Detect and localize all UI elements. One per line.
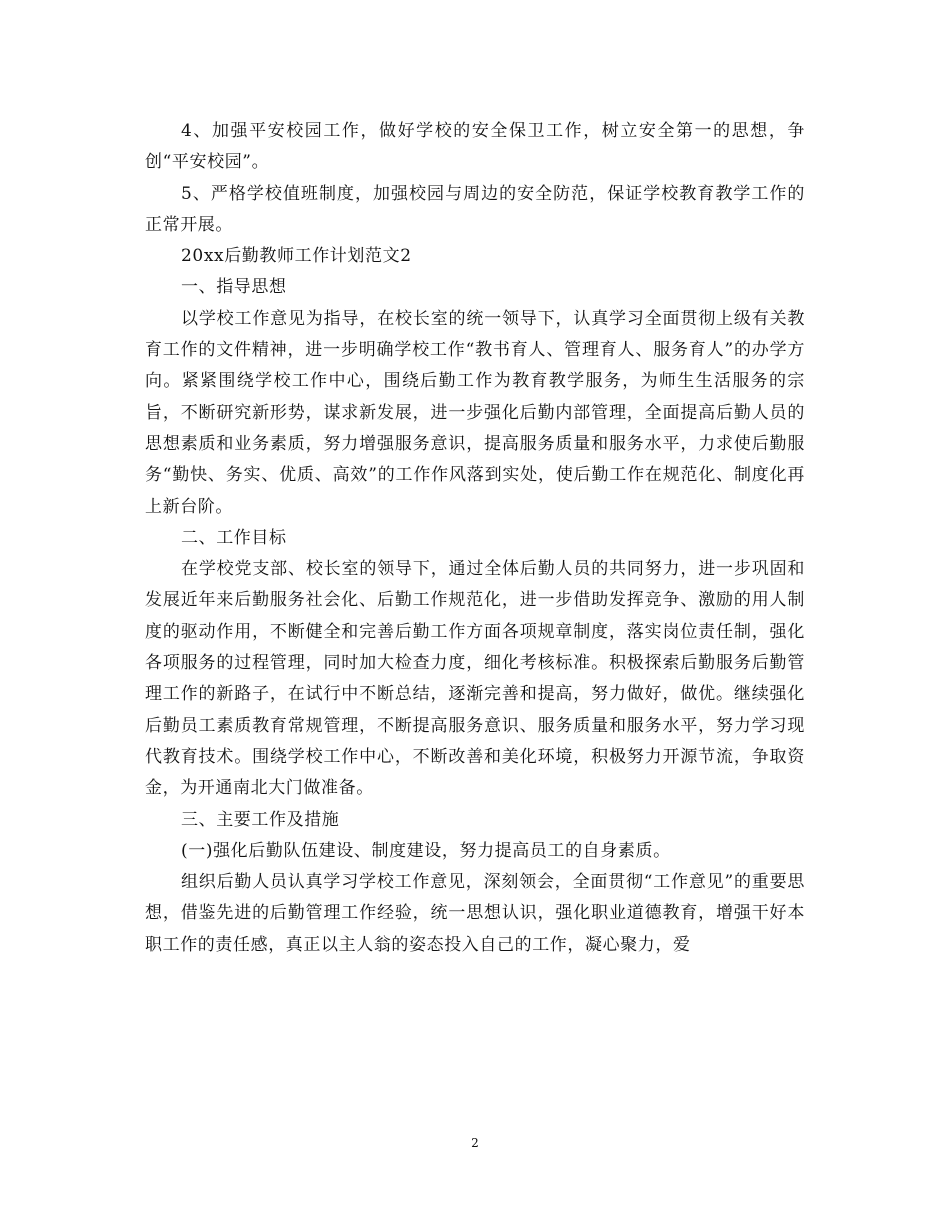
- heading-main-work: 三、主要工作及措施: [181, 809, 340, 830]
- paragraph-item-4: 4、加强平安校园工作，做好学校的安全保卫工作，树立安全第一的思想，争创“平安校园”。: [145, 121, 805, 173]
- section-title: 20xx后勤教师工作计划范文2: [181, 246, 412, 267]
- document-body: [145, 116, 805, 961]
- paragraph-work-goals: 在学校党支部、校长室的领导下，通过全体后勤人员的共同努力，进一步巩固和发展近年来后勤服务社会化、后勤工作规范化，进一步借助发挥竞争、激励的用人制度的驱动作用，不断健全和完善后勤工作方面各项规章制度，落实岗位责任制，强化各项服务的过程管理，同时加大检查力度，细化考核标准。积极探索后勤服务后勤管理工作的新路子，在试行中不断总结，逐渐完善和提高，努力做好，做优。继续强化后勤员工素质教育常规管理，不断提高服务意识、服务质量和服务水平，努力学习现代教育技术。围绕学校工作中心，不断改善和美化环境，积极努力开源节流，争取资金，为开通南北大门做准备。: [145, 559, 805, 799]
- paragraph-guiding-thought: 以学校工作意见为指导，在校长室的统一领导下，认真学习全面贯彻上级有关教育工作的文件精神，进一步明确学校工作“教书育人、管理育人、服务育人”的办学方向。紧紧围绕学校工作中心，围绕后勤工作为教育教学服务，为师生生活服务的宗旨，不断研究新形势，谋求新发展，进一步强化后勤内部管理，全面提高后勤人员的思想素质和业务素质，努力增强服务意识，提高服务质量和服务水平，力求使后勤服务“勤快、务实、优质、高效”的工作作风落到实处，使后勤工作在规范化、制度化再上新台阶。: [145, 308, 805, 517]
- paragraph-team-building: 组织后勤人员认真学习学校工作意见，深刻领会，全面贯彻“工作意见”的重要思想，借鉴先进的后勤管理工作经验，统一思想认识，强化职业道德教育，增强干好本职工作的责任感，真正以主人翁的姿态投入自己的工作，凝心聚力，爱: [145, 872, 805, 955]
- subheading-team-building: (一)强化后勤队伍建设、制度建设，努力提高员工的自身素质。: [181, 840, 671, 861]
- page-number: 2: [471, 1136, 479, 1150]
- heading-guiding-thought: 一、指导思想: [181, 277, 287, 298]
- paragraph-item-5: 5、严格学校值班制度，加强校园与周边的安全防范，保证学校教育教学工作的正常开展。: [145, 183, 805, 235]
- heading-work-goals: 二、工作目标: [181, 527, 287, 548]
